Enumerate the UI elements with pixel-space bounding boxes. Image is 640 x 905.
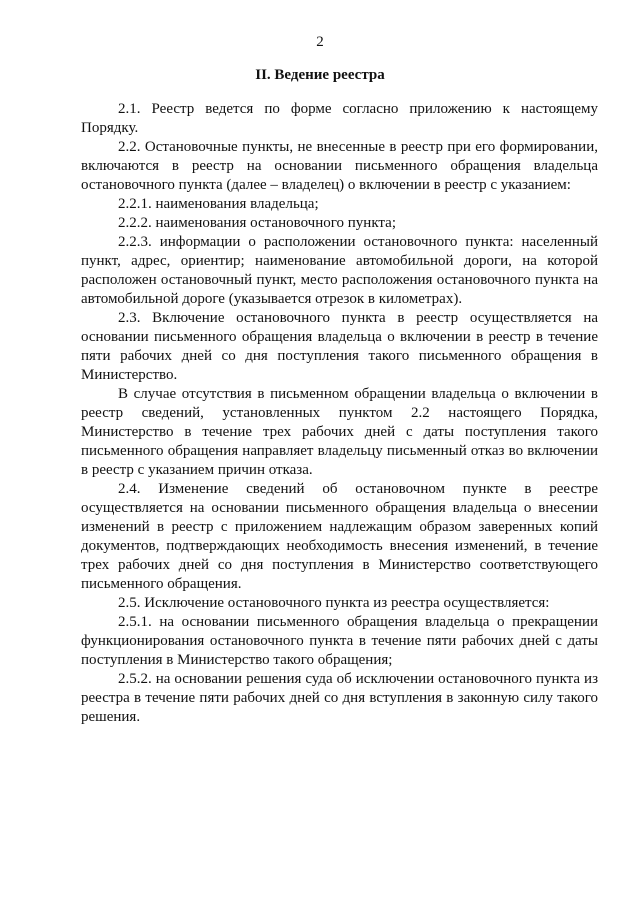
paragraph-2-2-1: 2.2.1. наименования владельца; <box>118 196 319 212</box>
paragraph-2-2: 2.2. Остановочные пункты, не внесенные в реестр при его формировании, включаются в реестр на основании письменного обращения владельца остановочного пункта (далее – владелец) о включении в реестр с указанием: <box>81 139 598 193</box>
paragraph-2-3: 2.3. Включение остановочного пункта в реестр осуществляется на основании письменного обращения владельца о включении в реестр в течение пяти рабочих дней со дня поступления такого письменного обращения в Министерство. <box>81 310 598 383</box>
paragraph-2-5: 2.5. Исключение остановочного пункта из реестра осуществляется: <box>118 595 550 611</box>
paragraph-2-1: 2.1. Реестр ведется по форме согласно приложению к настоящему Порядку. <box>81 101 598 136</box>
paragraph-2-5-2: 2.5.2. на основании решения суда об исключении остановочного пункта из реестра в течение пяти рабочих дней со дня вступления в законную силу такого решения. <box>81 671 598 725</box>
section-title: II. Ведение реестра <box>255 67 385 83</box>
paragraph-2-3-refusal: В случае отсутствия в письменном обращении владельца о включении в реестр сведений, установленных пунктом 2.2 настоящего Порядка, Министерство в течение трех рабочих дней с даты поступления такого письменного обращения направляет владельцу письменный отказ во включении в реестр с указанием причин отказа. <box>81 386 598 478</box>
paragraph-2-5-1: 2.5.1. на основании письменного обращения владельца о прекращении функционирования остановочного пункта в течение пяти рабочих дней с даты поступления в Министерство такого обращения; <box>81 614 598 668</box>
document-body <box>81 100 598 727</box>
paragraph-2-2-2: 2.2.2. наименования остановочного пункта; <box>118 215 396 231</box>
paragraph-2-2-3: 2.2.3. информации о расположении остановочного пункта: населенный пункт, адрес, ориентир; наименование автомобильной дороги, на которой расположен остановочный пункт, место расположения остановочного пункта на автомобильной дороге (указывается отрезок в километрах). <box>81 234 598 307</box>
paragraph-2-4: 2.4. Изменение сведений об остановочном пункте в реестре осуществляется на основании письменного обращения владельца о внесении изменений в реестр с приложением надлежащим образом заверенных копий документов, подтверждающих необходимость внесения изменений, в течение трех рабочих дней со дня поступления в Министерство соответствующего письменного обращения. <box>81 481 598 592</box>
page-number: 2 <box>316 34 324 50</box>
